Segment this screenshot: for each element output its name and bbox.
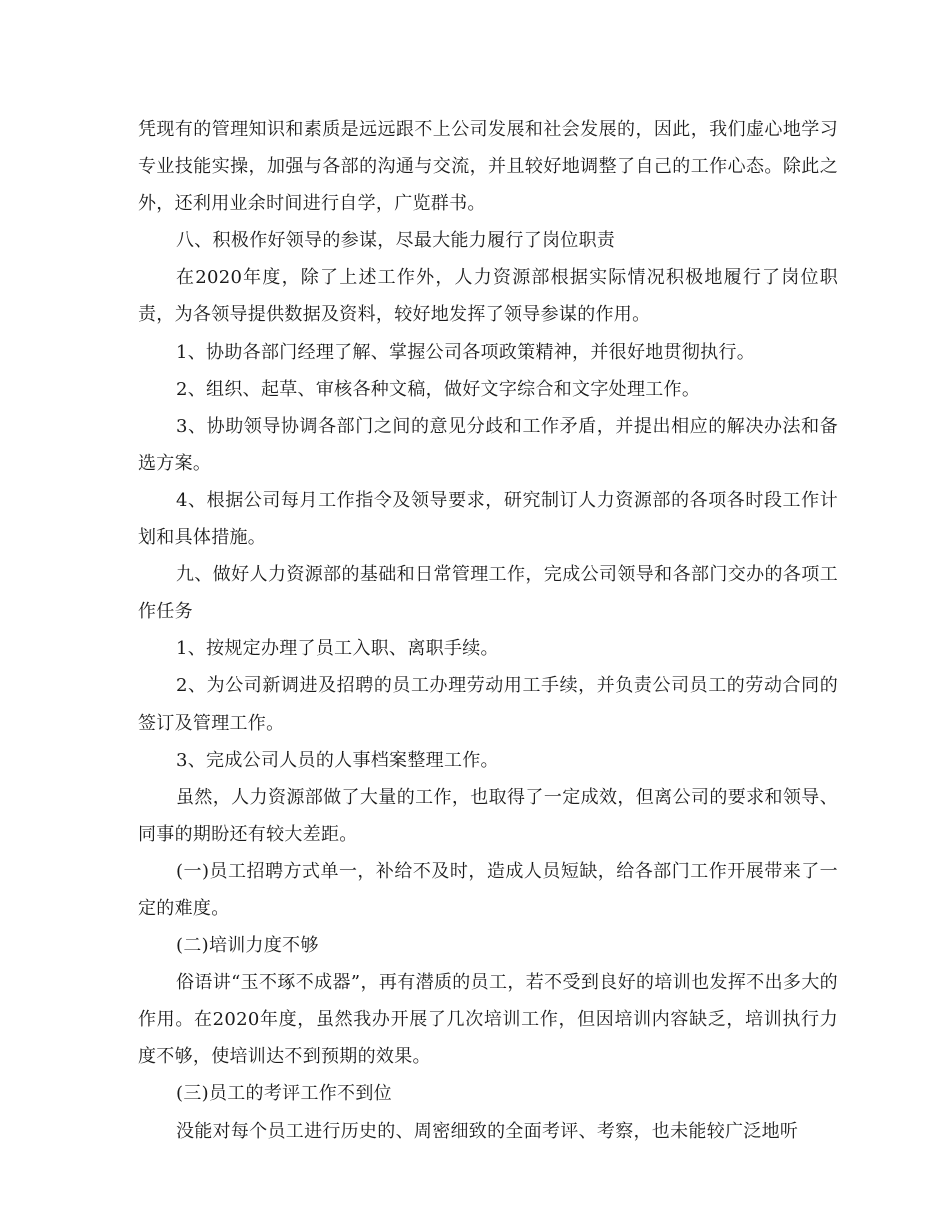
section-heading-nine: 九、做好人力资源部的基础和日常管理工作，完成公司领导和各部门交办的各项工作任务: [138, 564, 838, 623]
paragraph: 在2020年度，除了上述工作外，人力资源部根据实际情况积极地履行了岗位职责，为各领导提供数据及资料，较好地发挥了领导参谋的作用。: [138, 267, 838, 326]
paragraph: 俗语讲“玉不琢不成器”，再有潜质的员工，若不受到良好的培训也发挥不出多大的作用。在2020年度，虽然我办开展了几次培训工作，但因培训内容缺乏，培训执行力度不够，使培训达不到预期的效果。: [138, 972, 838, 1068]
paragraph: 凭现有的管理知识和素质是远远跟不上公司发展和社会发展的，因此，我们虚心地学习专业技能实操，加强与各部的沟通与交流，并且较好地调整了自己的工作心态。除此之外，还利用业余时间进行自学，广览群书。: [138, 119, 838, 215]
list-item: 1、按规定办理了员工入职、离职手续。: [176, 638, 499, 660]
list-item: 4、根据公司每月工作指令及领导要求，研究制订人力资源部的各项各时段工作计划和具体措施。: [138, 489, 838, 549]
paragraph: 虽然，人力资源部做了大量的工作，也取得了一定成效，但离公司的要求和领导、同事的期盼还有较大差距。: [138, 786, 838, 845]
list-item: 1、协助各部门经理了解、掌握公司各项政策精神，并很好地贯彻执行。: [176, 341, 756, 363]
document-body: [138, 111, 838, 1150]
list-item: 2、为公司新调进及招聘的员工办理劳动用工手续，并负责公司员工的劳动合同的签订及管理工作。: [138, 675, 838, 734]
issue-heading: (三)员工的考评工作不到位: [176, 1083, 392, 1105]
section-heading-eight: 八、积极作好领导的参谋，尽最大能力履行了岗位职责: [176, 230, 616, 252]
issue-heading: (二)培训力度不够: [176, 935, 319, 957]
paragraph: 没能对每个员工进行历史的、周密细致的全面考评、考察，也未能较广泛地听: [176, 1120, 799, 1142]
list-item: 3、协助领导协调各部门之间的意见分歧和工作矛盾，并提出相应的解决办法和备选方案。: [138, 415, 838, 474]
issue-item: (一)员工招聘方式单一，补给不及时，造成人员短缺，给各部门工作开展带来了一定的难度。: [138, 860, 838, 919]
list-item: 2、组织、起草、审核各种文稿，做好文字综合和文字处理工作。: [176, 378, 701, 400]
list-item: 3、完成公司人员的人事档案整理工作。: [176, 749, 499, 771]
